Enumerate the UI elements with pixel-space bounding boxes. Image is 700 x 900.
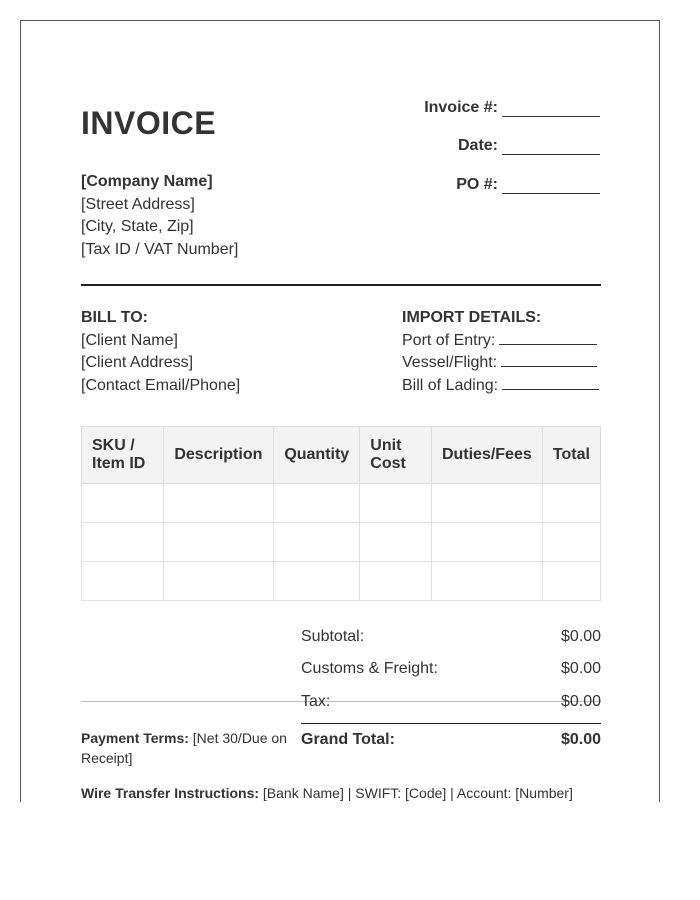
vessel-flight-blank[interactable]	[501, 353, 597, 367]
port-of-entry-field[interactable]	[402, 330, 599, 353]
table-header-row	[82, 427, 601, 484]
grand-total-row	[301, 731, 601, 749]
po-number-field[interactable]	[456, 176, 600, 194]
table-cell[interactable]	[164, 562, 274, 601]
table-cell[interactable]	[274, 484, 360, 523]
bill-of-lading-field[interactable]	[402, 375, 599, 398]
invoice-number-blank[interactable]	[502, 102, 600, 117]
column-header-total: Total	[542, 427, 600, 484]
tax-label: Tax:	[301, 693, 331, 710]
table-cell[interactable]	[542, 562, 600, 601]
vessel-flight-field[interactable]	[402, 352, 599, 375]
wire-transfer-value: [Bank Name] | SWIFT: [Code] | Account: [Number]	[262, 785, 573, 801]
payment-terms	[81, 728, 297, 768]
subtotal-value: $0.00	[560, 628, 601, 645]
column-header-description: Description	[164, 427, 274, 484]
subtotal-row	[301, 628, 601, 646]
po-number-label: PO #:	[456, 176, 498, 193]
table-row	[82, 562, 601, 601]
column-header-quantity: Quantity	[274, 427, 360, 484]
table-row	[82, 523, 601, 562]
table-cell[interactable]	[431, 523, 542, 562]
grand-total-label: Grand Total:	[301, 731, 395, 748]
company-street: [Street Address]	[81, 195, 195, 213]
company-name: [Company Name]	[81, 173, 213, 190]
po-number-blank[interactable]	[502, 179, 600, 194]
table-row	[82, 484, 601, 523]
customs-freight-label: Customs & Freight:	[301, 660, 438, 677]
table-cell[interactable]	[274, 523, 360, 562]
client-contact: [Contact Email/Phone]	[81, 376, 241, 394]
subtotal-label: Subtotal:	[301, 628, 365, 645]
line-items-table	[81, 426, 601, 601]
payment-terms-label: Payment Terms:	[81, 730, 189, 746]
table-cell[interactable]	[542, 484, 600, 523]
table-cell[interactable]	[164, 484, 274, 523]
company-city: [City, State, Zip]	[81, 218, 194, 235]
header-divider	[81, 284, 601, 286]
table-cell[interactable]	[360, 562, 432, 601]
bill-to-block	[81, 307, 240, 397]
column-header-sku: SKU / Item ID	[82, 427, 164, 484]
client-name: [Client Name]	[81, 331, 178, 349]
date-blank[interactable]	[502, 140, 600, 155]
client-address: [Client Address]	[81, 354, 194, 371]
tax-value: $0.00	[560, 693, 601, 710]
vessel-flight-label: Vessel/Flight:	[402, 354, 498, 371]
table-cell[interactable]	[82, 562, 164, 601]
grand-total-value: $0.00	[560, 731, 601, 748]
company-tax-id: [Tax ID / VAT Number]	[81, 240, 239, 258]
table-cell[interactable]	[82, 484, 164, 523]
import-details-header: IMPORT DETAILS:	[402, 309, 542, 326]
tax-row	[301, 693, 601, 711]
bill-of-lading-blank[interactable]	[502, 376, 599, 390]
wire-transfer-label: Wire Transfer Instructions:	[81, 785, 260, 801]
date-field[interactable]	[458, 137, 600, 155]
column-header-duties-fees: Duties/Fees	[431, 427, 542, 484]
port-of-entry-blank[interactable]	[499, 331, 597, 345]
table-cell[interactable]	[360, 484, 432, 523]
table-cell[interactable]	[274, 562, 360, 601]
invoice-number-label: Invoice #:	[424, 99, 498, 116]
invoice-sheet	[20, 20, 660, 802]
table-cell[interactable]	[431, 484, 542, 523]
date-label: Date:	[457, 137, 498, 154]
import-details-block	[402, 307, 599, 397]
wire-transfer-instructions	[81, 783, 573, 803]
table-cell[interactable]	[360, 523, 432, 562]
bill-of-lading-label: Bill of Lading:	[402, 376, 499, 394]
customs-freight-row	[301, 660, 601, 678]
table-cell[interactable]	[542, 523, 600, 562]
column-header-unit-cost: Unit Cost	[360, 427, 432, 484]
grand-total-divider	[301, 723, 601, 724]
table-cell[interactable]	[431, 562, 542, 601]
table-cell[interactable]	[82, 523, 164, 562]
invoice-number-field[interactable]	[424, 99, 600, 117]
customs-freight-value: $0.00	[560, 660, 601, 677]
table-cell[interactable]	[164, 523, 274, 562]
invoice-title: INVOICE	[81, 105, 217, 141]
payment-terms-value: [Net 30/Due on Receipt]	[81, 730, 287, 766]
company-block	[81, 171, 238, 261]
bill-to-header: BILL TO:	[81, 309, 148, 326]
port-of-entry-label: Port of Entry:	[402, 331, 496, 349]
